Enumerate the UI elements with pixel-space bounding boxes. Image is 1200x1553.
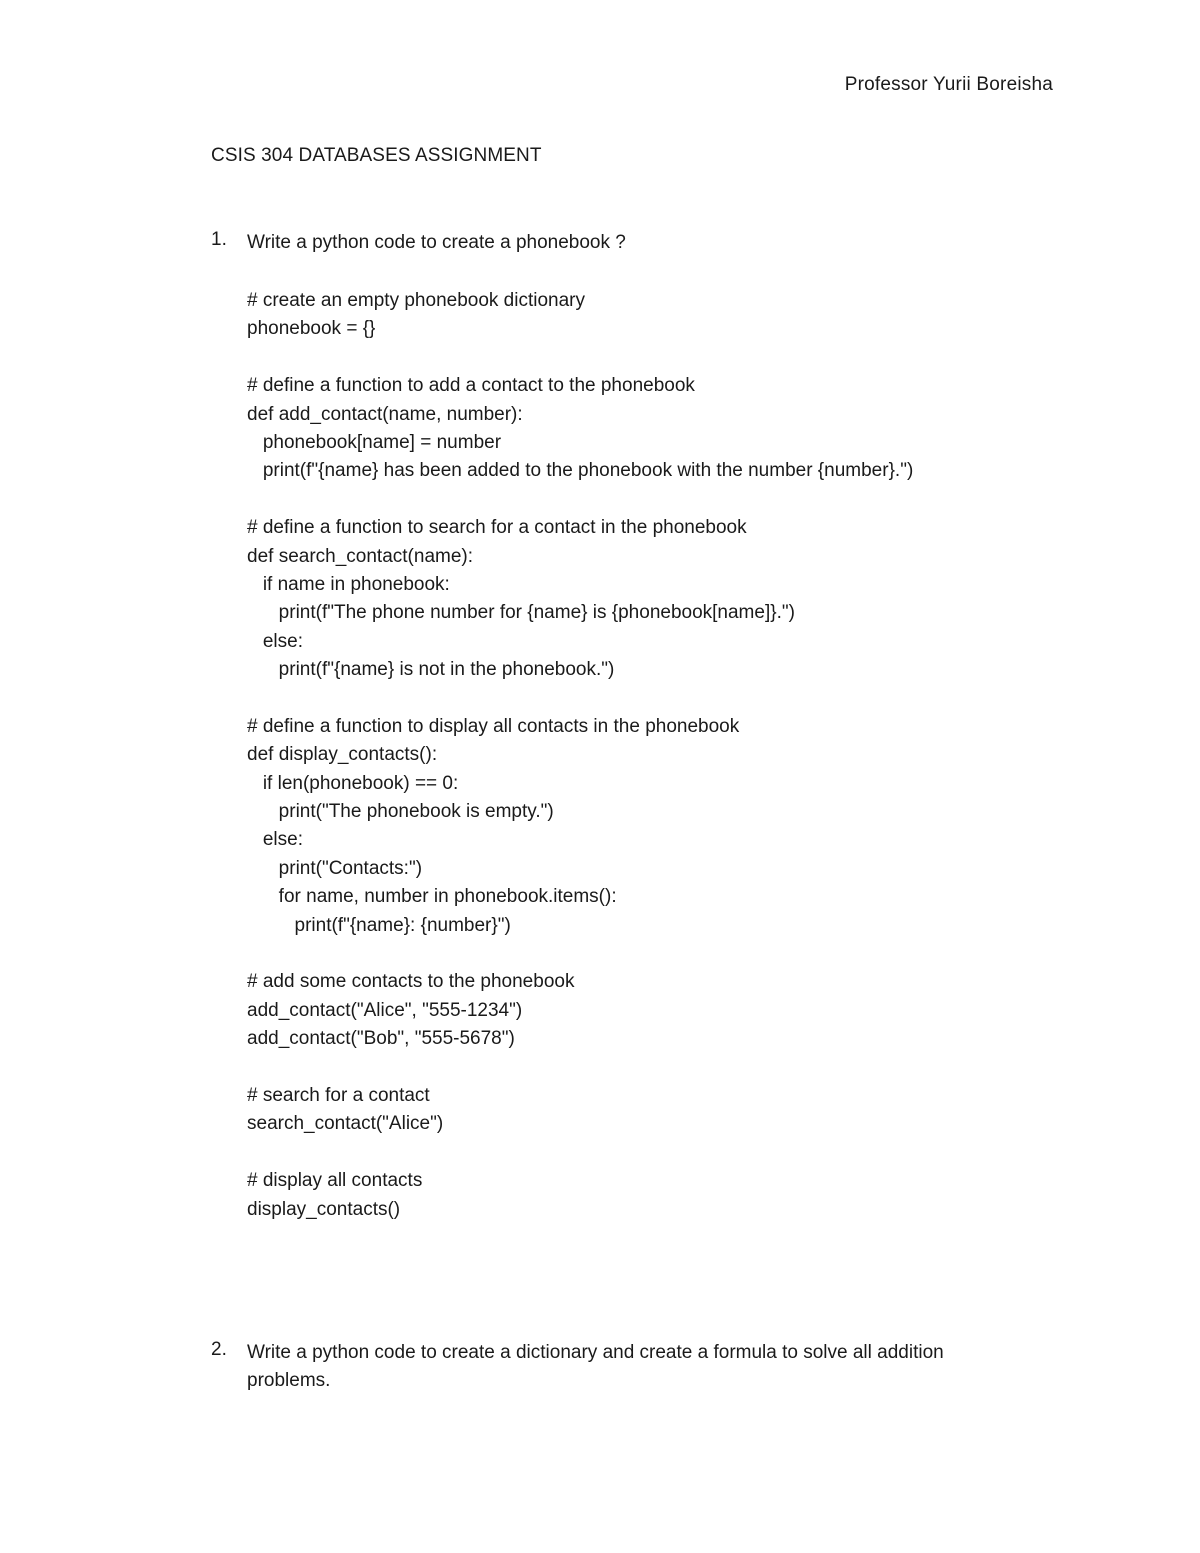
question-number: 2. <box>211 1339 227 1360</box>
code-line: display_contacts() <box>247 1198 401 1220</box>
code-line: else: <box>247 630 303 652</box>
author-header: Professor Yurii Boreisha <box>844 74 1053 95</box>
code-line <box>247 344 913 372</box>
code-line <box>247 1054 913 1082</box>
code-line: # display all contacts <box>247 1170 423 1192</box>
code-block <box>247 287 913 1224</box>
code-line: # add some contacts to the phonebook <box>247 971 575 993</box>
code-line: for name, number in phonebook.items(): <box>247 886 617 908</box>
code-line: # search for a contact <box>247 1084 430 1106</box>
code-line: phonebook = {} <box>247 318 376 340</box>
code-line <box>247 1139 913 1167</box>
question-text: Write a python code to create a dictionary and create a formula to solve all addition problems. <box>247 1342 944 1392</box>
code-line: add_contact("Alice", "555-1234") <box>247 999 523 1021</box>
code-line: def display_contacts(): <box>247 744 438 766</box>
code-line: add_contact("Bob", "555-5678") <box>247 1028 515 1050</box>
code-line: if name in phonebook: <box>247 573 450 595</box>
code-line <box>247 940 913 968</box>
code-line <box>247 486 913 514</box>
code-line: print(f"{name}: {number}") <box>247 914 511 936</box>
code-line: # define a function to search for a contact in the phonebook <box>247 517 747 539</box>
code-line: print(f"{name} has been added to the phonebook with the number {number}.") <box>247 460 914 482</box>
code-line: search_contact("Alice") <box>247 1113 444 1135</box>
code-line: print("Contacts:") <box>247 857 423 879</box>
question-text: Write a python code to create a phonebook ? <box>247 232 626 253</box>
code-line: if len(phonebook) == 0: <box>247 772 459 794</box>
code-line: # create an empty phonebook dictionary <box>247 290 585 311</box>
code-line: print("The phonebook is empty.") <box>247 801 554 823</box>
code-line: def search_contact(name): <box>247 545 474 567</box>
code-line: else: <box>247 829 303 851</box>
code-line: phonebook[name] = number <box>247 431 502 453</box>
code-line: print(f"The phone number for {name} is {phonebook[name]}.") <box>247 602 795 624</box>
assignment-title: CSIS 304 DATABASES ASSIGNMENT <box>211 145 542 166</box>
code-line: print(f"{name} is not in the phonebook.") <box>247 659 615 681</box>
code-line <box>247 684 913 712</box>
code-line: # define a function to add a contact to the phonebook <box>247 375 695 397</box>
code-line: # define a function to display all contacts in the phonebook <box>247 715 740 737</box>
question-number: 1. <box>211 229 227 250</box>
code-line: def add_contact(name, number): <box>247 403 523 425</box>
